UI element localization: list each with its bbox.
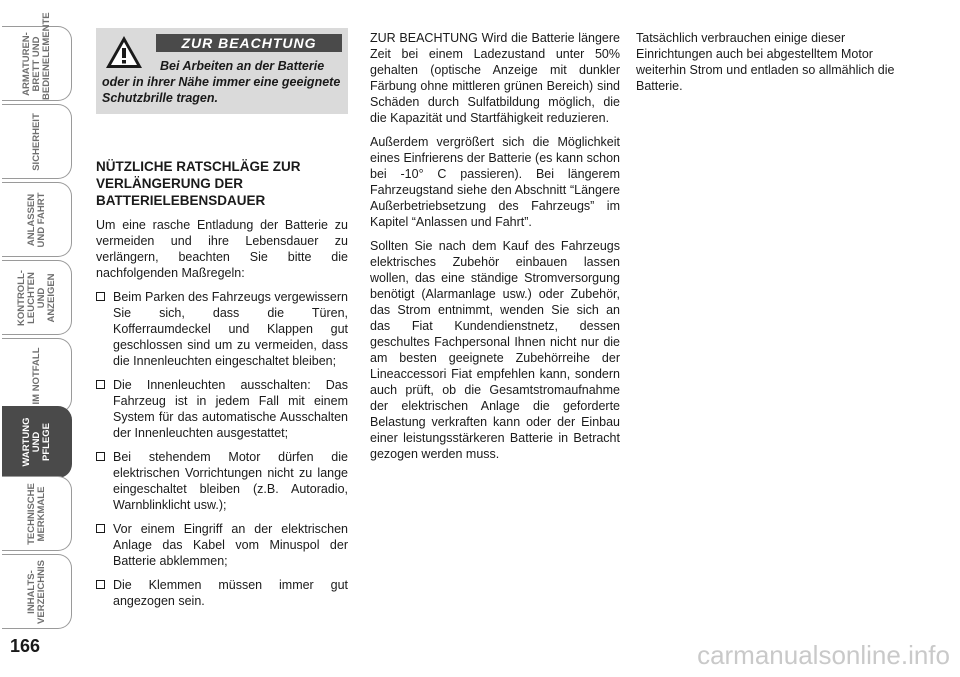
column-2 [370, 30, 620, 470]
tab-technische-merkmale[interactable] [2, 476, 72, 551]
tab-label: ANLASSEN UND FAHRT [25, 192, 47, 247]
warning-text: Bei Arbeiten an der Batterie oder in ihrer Nähe immer eine geeignete Schutzbrille tragen. [102, 59, 341, 105]
section-heading: NÜTZLICHE RATSCHLÄGE ZUR VERLÄNGERUNG DER BATTERIELEBENSDAUER [96, 159, 301, 208]
checkbox-bullet-icon [96, 292, 105, 301]
list-item-text: Die Klemmen müssen immer gut angezogen sein. [113, 578, 348, 608]
list-item [96, 289, 348, 369]
tab-sicherheit[interactable] [2, 104, 72, 179]
tab-label: SICHERHEIT [30, 112, 42, 171]
tab-label: INHALTS- VERZEICHNIS [25, 559, 47, 624]
tab-label: WARTUNG UND PFLEGE [20, 417, 52, 467]
list-item-text: Vor einem Eingriff an der elektrischen Anlage das Kabel vom Minuspol der Batterie abklemmen; [113, 522, 348, 568]
tab-inhaltsverzeichnis[interactable] [2, 554, 72, 629]
tab-label: KONTROLL- LEUCHTEN UND ANZEIGEN [15, 269, 57, 326]
paragraph: Tatsächlich verbrauchen einige dieser Einrichtungen auch bei abgestelltem Motor weiterhin Strom und entladen so allmählich die Batterie. [636, 31, 895, 93]
list-item [96, 377, 348, 441]
page-number: 166 [10, 636, 41, 656]
list-item [96, 521, 348, 569]
tab-label: IM NOTFALL [30, 347, 42, 404]
intro-paragraph: Um eine rasche Entladung der Batterie zu vermeiden und ihre Lebensdauer zu verlängern, beachten Sie bitte die nachfolgenden Maßregeln: [96, 218, 348, 280]
tab-anlassen[interactable] [2, 182, 72, 257]
list-item [96, 449, 348, 513]
warning-title: ZUR BEACHTUNG [156, 34, 342, 52]
tab-wartung-und-pflege[interactable] [2, 406, 72, 478]
tips-list [96, 289, 348, 609]
tab-armaturenbrett[interactable] [2, 11, 72, 101]
watermark: carmanualsonline.info [697, 640, 950, 670]
paragraph: Außerdem vergrößert sich die Möglichkeit eines Einfrierens der Batterie (es kann schon bei -10° C passieren). Bei längerem Fahrzeugstand siehe den Abschnitt “Längere Außerbetriebsetzung des Fahrzeugs” im Kapitel “Anlassen und Fahrt”. [370, 135, 620, 229]
column-3 [636, 30, 898, 102]
checkbox-bullet-icon [96, 452, 105, 461]
paragraph: ZUR BEACHTUNG Wird die Batterie längere Zeit bei einem Ladezustand unter 50% gehalten (optische Anzeige mit dunkler Färbung ohne mittleren grünen Bereich) sind Schäden durch Sulfatbildung möglich, die die Kapazität und Startfähigkeit reduzieren. [370, 31, 620, 125]
paragraph: Sollten Sie nach dem Kauf des Fahrzeugs elektrisches Zubehör einbauen lassen wollen, das eine ständige Stromversorgung benötigt (Alarmanlage usw.) oder Zubehör, das Strom entnimmt, wenden Sie sich an das Fiat Kundendienstnetz, dessen geschultes Fachpersonal Ihnen nicht nur die am besten geeignete Zubehörreihe der Lineaccessori Fiat empfehlen kann, sondern auch prüft, ob die Gesamtstromaufnahme der elektrischen Anlage die geforderte Belastung verkraften kann oder der Einbau einer leistungsstärkeren Batterie in Betracht gezogen werden muss. [370, 239, 620, 461]
column-1 [96, 158, 348, 617]
tab-kontrollleuchten[interactable] [2, 260, 72, 335]
list-item-text: Bei stehendem Motor dürfen die elektrischen Vorrichtungen nicht zu lange eingeschaltet bleiben (z.B. Autoradio, Warnblinklicht usw.); [113, 450, 348, 512]
checkbox-bullet-icon [96, 380, 105, 389]
list-item-text: Die Innenleuchten ausschalten: Das Fahrzeug ist in jedem Fall mit einem System für das automatische Ausschalten der Innenleuchten ausgestattet; [113, 378, 348, 440]
tab-label: ARMATUREN- BRETT UND BEDIENELEMENTE [20, 11, 52, 100]
list-item [96, 577, 348, 609]
checkbox-bullet-icon [96, 580, 105, 589]
checkbox-bullet-icon [96, 524, 105, 533]
list-item-text: Beim Parken des Fahrzeugs vergewissern Sie sich, dass die Türen, Kofferraumdeckel und Klappen gut geschlossen sind um zu vermeiden, dass die Innenleuchten eingeschaltet bleiben; [113, 290, 348, 368]
tab-im-notfall[interactable] [2, 338, 72, 413]
tab-label: TECHNISCHE MERKMALE [25, 482, 47, 545]
warning-box [96, 28, 348, 114]
